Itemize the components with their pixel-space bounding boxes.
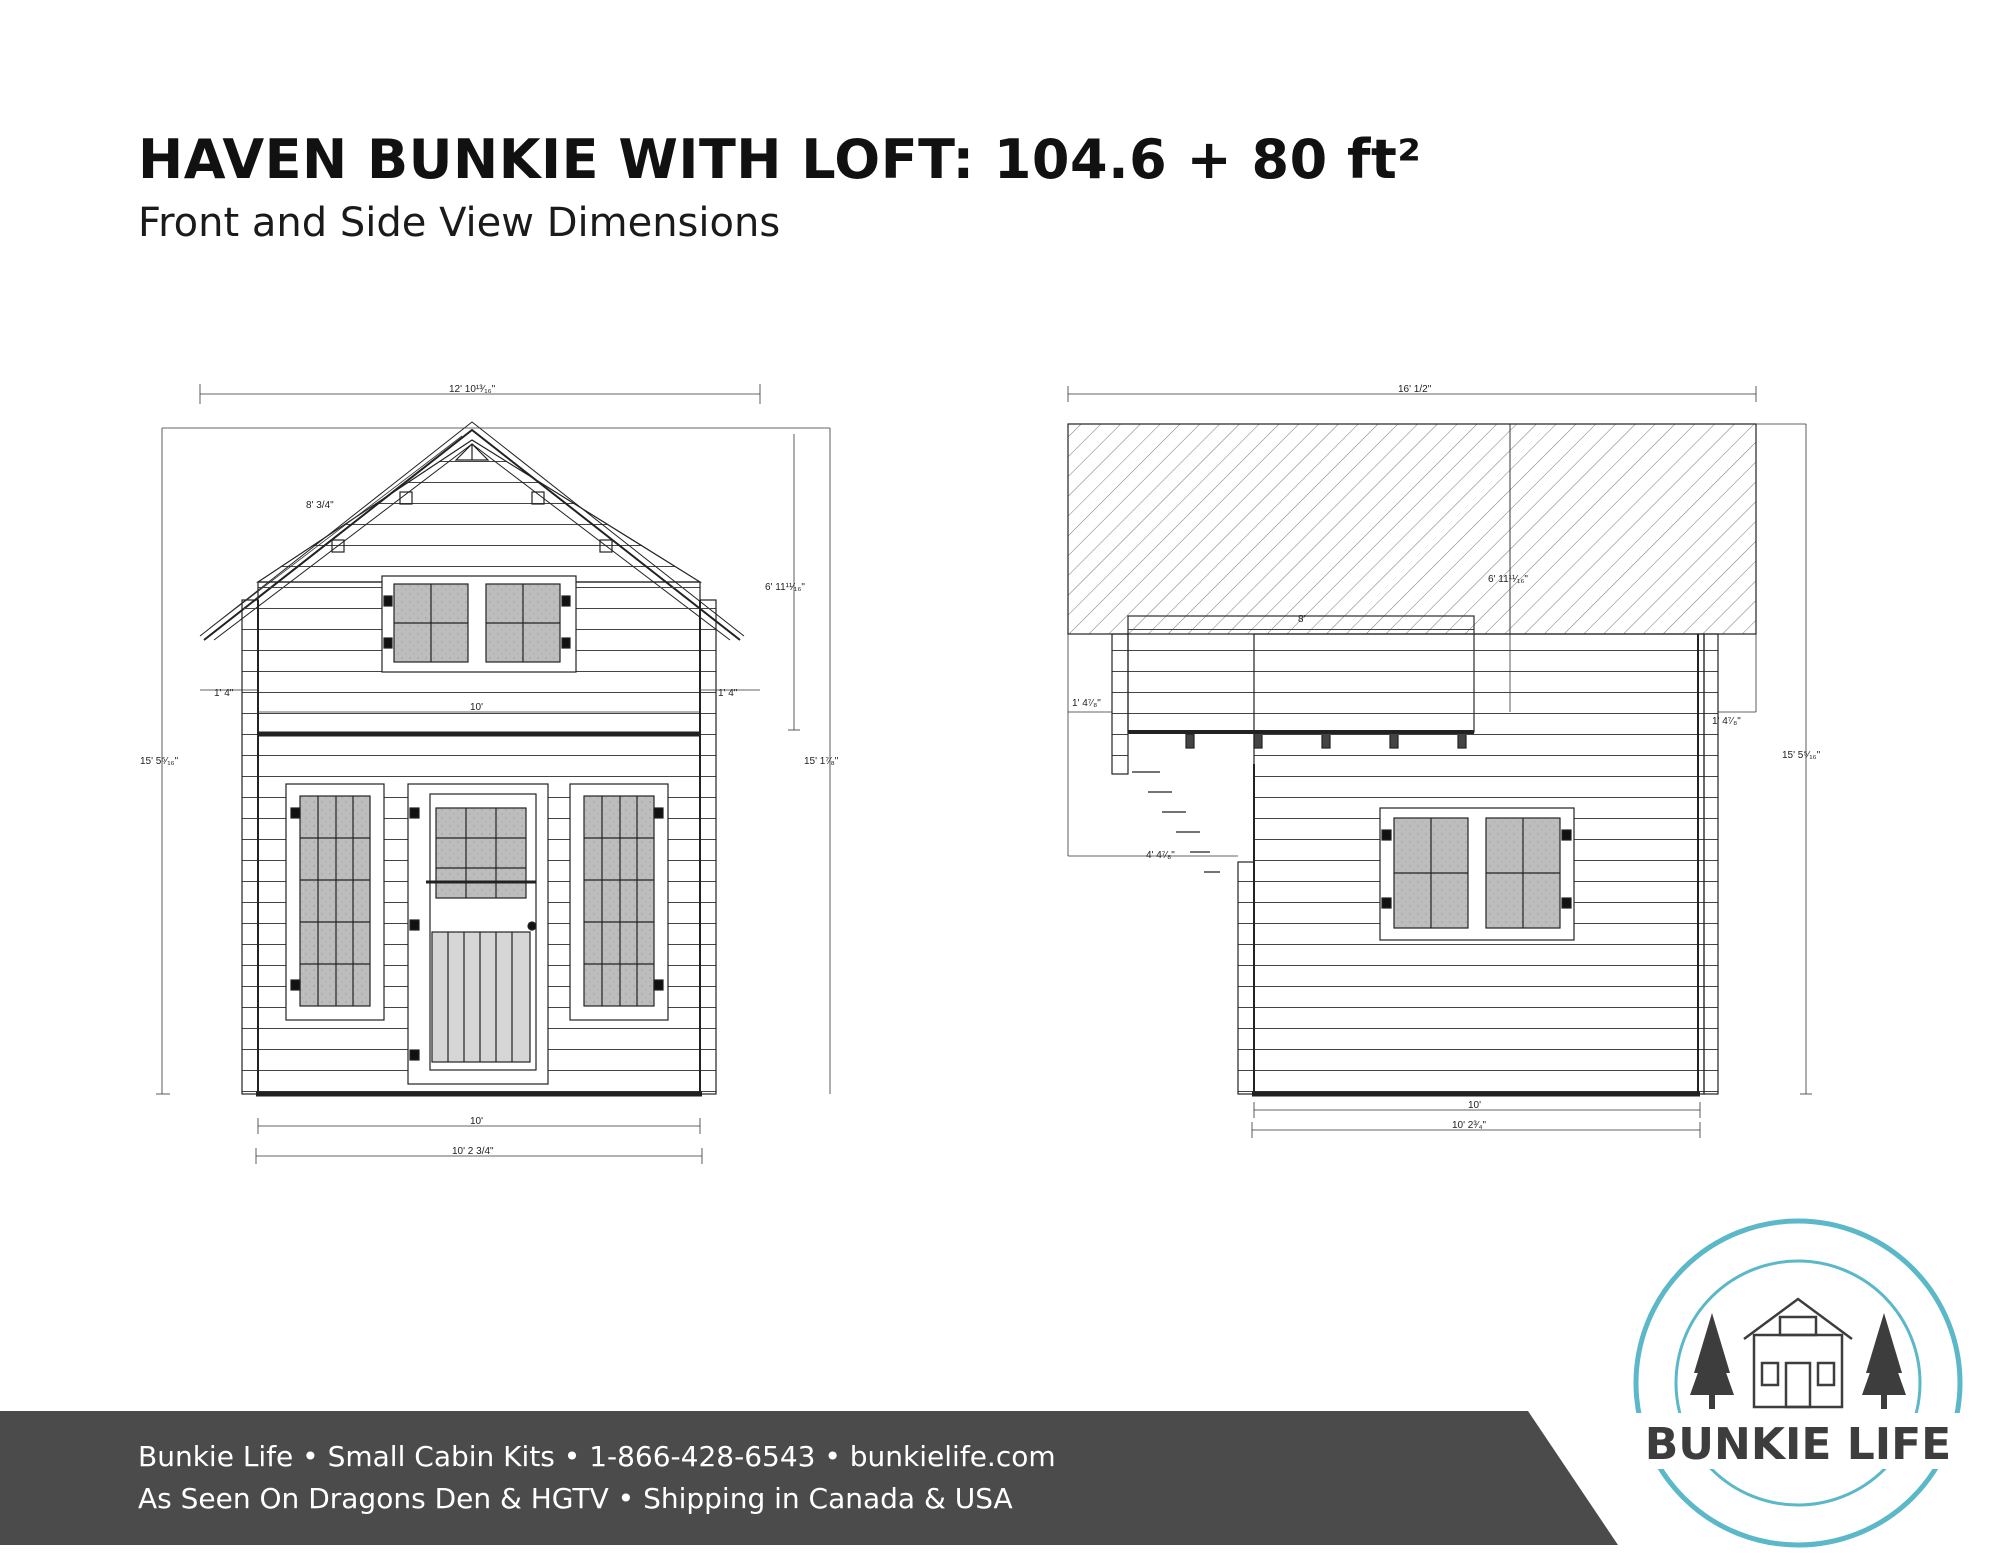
page-subtitle: Front and Side View Dimensions	[138, 200, 781, 246]
front-dim-rafter: 8' 3/4"	[306, 500, 334, 511]
front-dim-total-height-left: 15' 5⁵⁄₁₆"	[140, 756, 179, 767]
front-dim-base-width: 10'	[470, 1116, 484, 1127]
bunkie-life-logo	[1628, 1213, 1968, 1553]
footer-tagline-line: As Seen On Dragons Den & HGTV • Shipping in Canada & USA	[138, 1482, 1013, 1515]
front-dim-total-height-right: 15' 1⁷⁄₈"	[804, 756, 839, 767]
side-dim-porch-depth: 4' 4⁷⁄₈"	[1146, 850, 1175, 861]
front-log-ends-left	[242, 600, 258, 1094]
side-elevation	[1068, 424, 1756, 1094]
front-loft-window	[382, 576, 576, 672]
side-dim-overall-width: 16' 1/2"	[1398, 384, 1432, 395]
side-dim-total-height: 15' 5⁵⁄₁₆"	[1782, 750, 1821, 761]
front-dim-overall-width: 12' 10¹³⁄₁₆"	[449, 384, 496, 395]
front-dim-base-width-outer: 10' 2 3/4"	[452, 1146, 494, 1157]
side-dim-overhang-right: 1' 4⁷⁄₈"	[1712, 716, 1741, 727]
front-dim-inner-width: 10'	[470, 702, 484, 713]
front-elevation	[200, 422, 744, 1094]
side-window	[1380, 808, 1574, 940]
front-right-window	[570, 784, 668, 1020]
page-title: HAVEN BUNKIE WITH LOFT: 104.6 + 80 ft²	[138, 128, 1422, 191]
front-left-window	[286, 784, 384, 1020]
logo-brand-text: BUNKIE LIFE	[1644, 1419, 1952, 1470]
side-dim-base-width-outer: 10' 2³⁄₄"	[1452, 1120, 1487, 1131]
side-dim-loft-width: 8'	[1298, 614, 1306, 625]
side-dim-base-width: 10'	[1468, 1100, 1482, 1111]
front-log-ends-right	[700, 600, 716, 1094]
front-dim-overhang-left: 1' 4"	[214, 688, 234, 699]
footer-contact-line: Bunkie Life • Small Cabin Kits • 1-866-428-6543 • bunkielife.com	[138, 1440, 1056, 1473]
front-door	[408, 784, 548, 1084]
side-dim-overhang-left: 1' 4⁷⁄₈"	[1072, 698, 1101, 709]
front-dim-overhang-right: 1' 4"	[718, 688, 738, 699]
side-dim-roof-height: 6' 11¹¹⁄₁₆"	[1488, 574, 1528, 585]
front-dim-roof-height: 6' 11¹¹⁄₁₆"	[765, 582, 805, 593]
